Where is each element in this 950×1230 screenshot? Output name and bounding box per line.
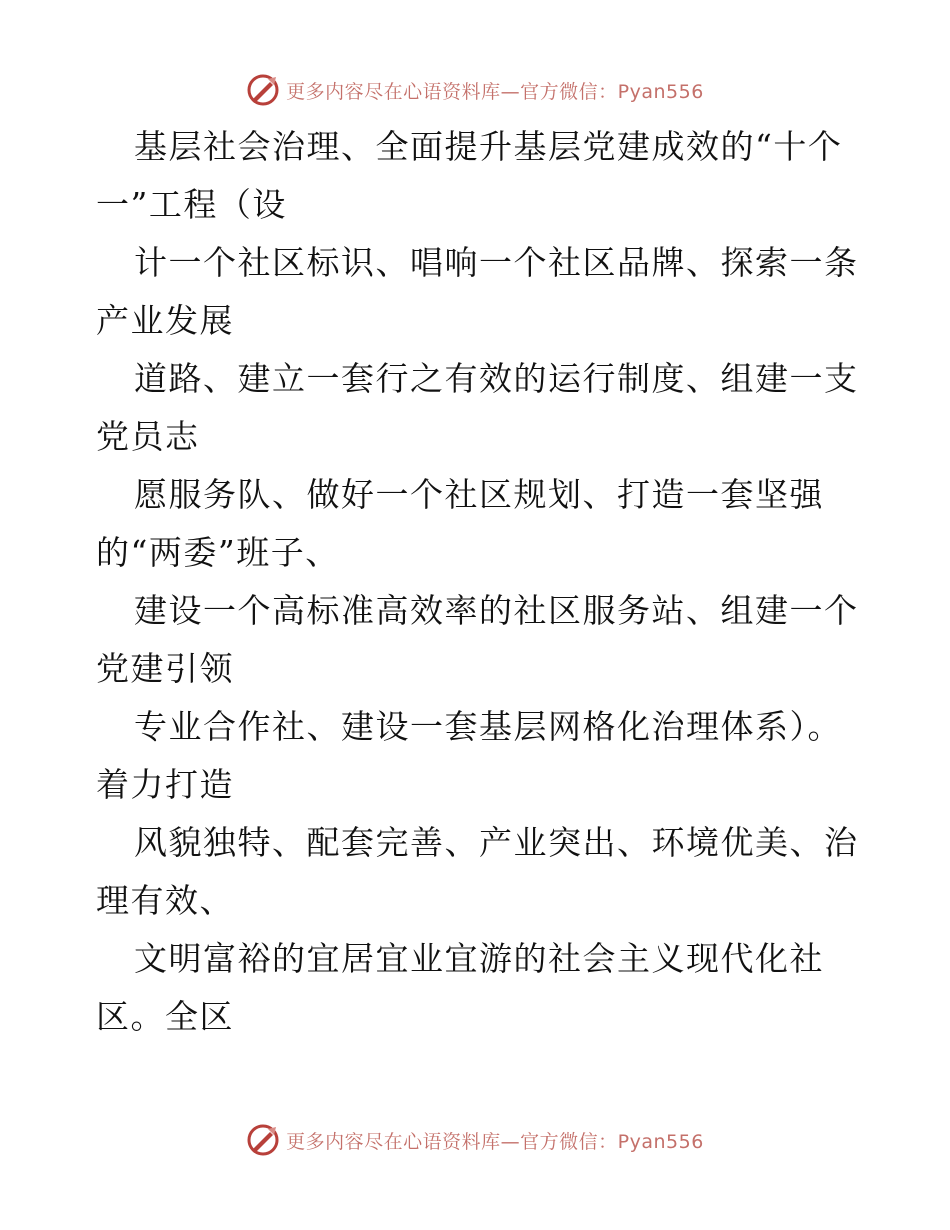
body-line: 专业合作社、建设一套基层网格化治理体系）。 xyxy=(134,707,842,746)
header-banner-text: 更多内容尽在心语资料库—官方微信：Pyan556 xyxy=(286,80,704,103)
body-line: 计一个社区标识、唱响一个社区品牌、探索一条 xyxy=(134,243,859,282)
body-line: 党建引领 xyxy=(96,649,234,688)
body-line: 风貌独特、配套完善、产业突出、环境优美、治 xyxy=(134,823,859,862)
header-banner xyxy=(0,70,950,110)
body-line: 一”工程（设 xyxy=(96,185,287,224)
body-line: 党员志 xyxy=(96,417,200,456)
quill-logo-icon xyxy=(246,73,280,107)
footer-banner-text: 更多内容尽在心语资料库—官方微信：Pyan556 xyxy=(286,1130,704,1153)
body-line: 愿服务队、做好一个社区规划、打造一套坚强 xyxy=(134,475,824,514)
body-line: 基层社会治理、全面提升基层党建成效的“十个 xyxy=(134,127,843,166)
body-line: 着力打造 xyxy=(96,765,234,804)
document-body xyxy=(96,118,866,1046)
quill-logo-icon xyxy=(246,1123,280,1157)
body-line: 理有效、 xyxy=(96,881,234,920)
body-line: 建设一个高标准高效率的社区服务站、组建一个 xyxy=(134,591,859,630)
body-line: 区。全区 xyxy=(96,997,234,1036)
body-line: 产业发展 xyxy=(96,301,234,340)
footer-banner xyxy=(0,1120,950,1160)
body-line: 道路、建立一套行之有效的运行制度、组建一支 xyxy=(134,359,859,398)
body-line: 文明富裕的宜居宜业宜游的社会主义现代化社 xyxy=(134,939,824,978)
body-line: 的“两委”班子、 xyxy=(96,533,340,572)
